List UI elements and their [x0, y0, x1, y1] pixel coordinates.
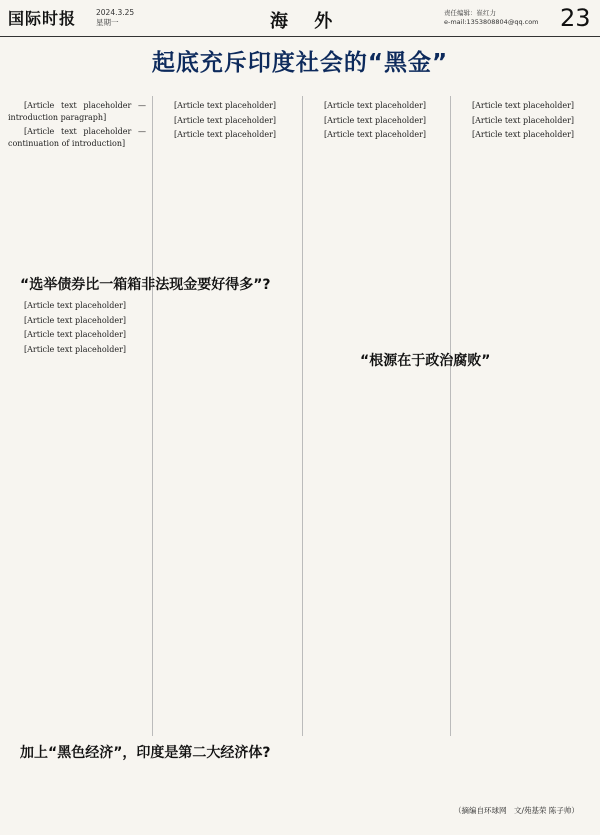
body-column-1	[8, 300, 146, 730]
column-divider	[450, 96, 451, 736]
body-paragraph: [Article text placeholder]	[174, 130, 277, 139]
column-divider	[302, 96, 303, 736]
body-paragraph: [Article text placeholder]	[24, 330, 127, 339]
body-paragraph: [Article text placeholder]	[324, 130, 427, 139]
issue-date	[96, 8, 134, 28]
body-paragraph: [Article text placeholder]	[174, 115, 277, 125]
column-divider	[152, 96, 153, 736]
body-paragraph: [Article text placeholder — introduction paragraph]	[8, 101, 146, 122]
body-paragraph: [Article text placeholder]	[324, 115, 427, 125]
body-paragraph: [Article text placeholder]	[324, 101, 427, 110]
subheading-2: “根源在于政治腐败”	[360, 353, 491, 369]
body-column-1-top	[8, 100, 146, 270]
body-paragraph: [Article text placeholder]	[24, 315, 127, 325]
body-column-4	[456, 100, 594, 796]
date-text: 2024.3.25	[96, 8, 135, 17]
article-headline: 起底充斥印度社会的“黑金”	[151, 50, 449, 76]
page-number: 23	[560, 4, 591, 32]
body-paragraph: [Article text placeholder — continuation of introduction]	[8, 127, 146, 148]
editor-name: 责任编辑：崔红力	[444, 9, 496, 17]
subheading-3: 加上“黑色经济”，印度是第二大经济体?	[20, 745, 271, 761]
weekday-text: 星期一	[96, 18, 119, 27]
subheading-1: “选举债券比一箱箱非法现金要好得多”?	[20, 277, 271, 293]
body-paragraph: [Article text placeholder]	[174, 101, 277, 110]
newspaper-logo: 国际时报	[8, 9, 77, 28]
editor-email: e-mail:1353808804@qq.com	[444, 18, 539, 26]
body-paragraph: [Article text placeholder]	[24, 301, 127, 310]
masthead	[0, 0, 600, 37]
body-paragraph: [Article text placeholder]	[472, 130, 575, 139]
body-paragraph: [Article text placeholder]	[472, 115, 575, 125]
editor-info	[444, 9, 539, 27]
body-paragraph: [Article text placeholder]	[24, 344, 127, 354]
article-byline: （摘编自环球网 文/苑基荣 陈子帅）	[454, 806, 579, 815]
body-column-3	[308, 100, 444, 730]
body-column-2	[158, 100, 296, 730]
section-title: 海 外	[270, 11, 343, 32]
body-paragraph: [Article text placeholder]	[472, 101, 575, 110]
